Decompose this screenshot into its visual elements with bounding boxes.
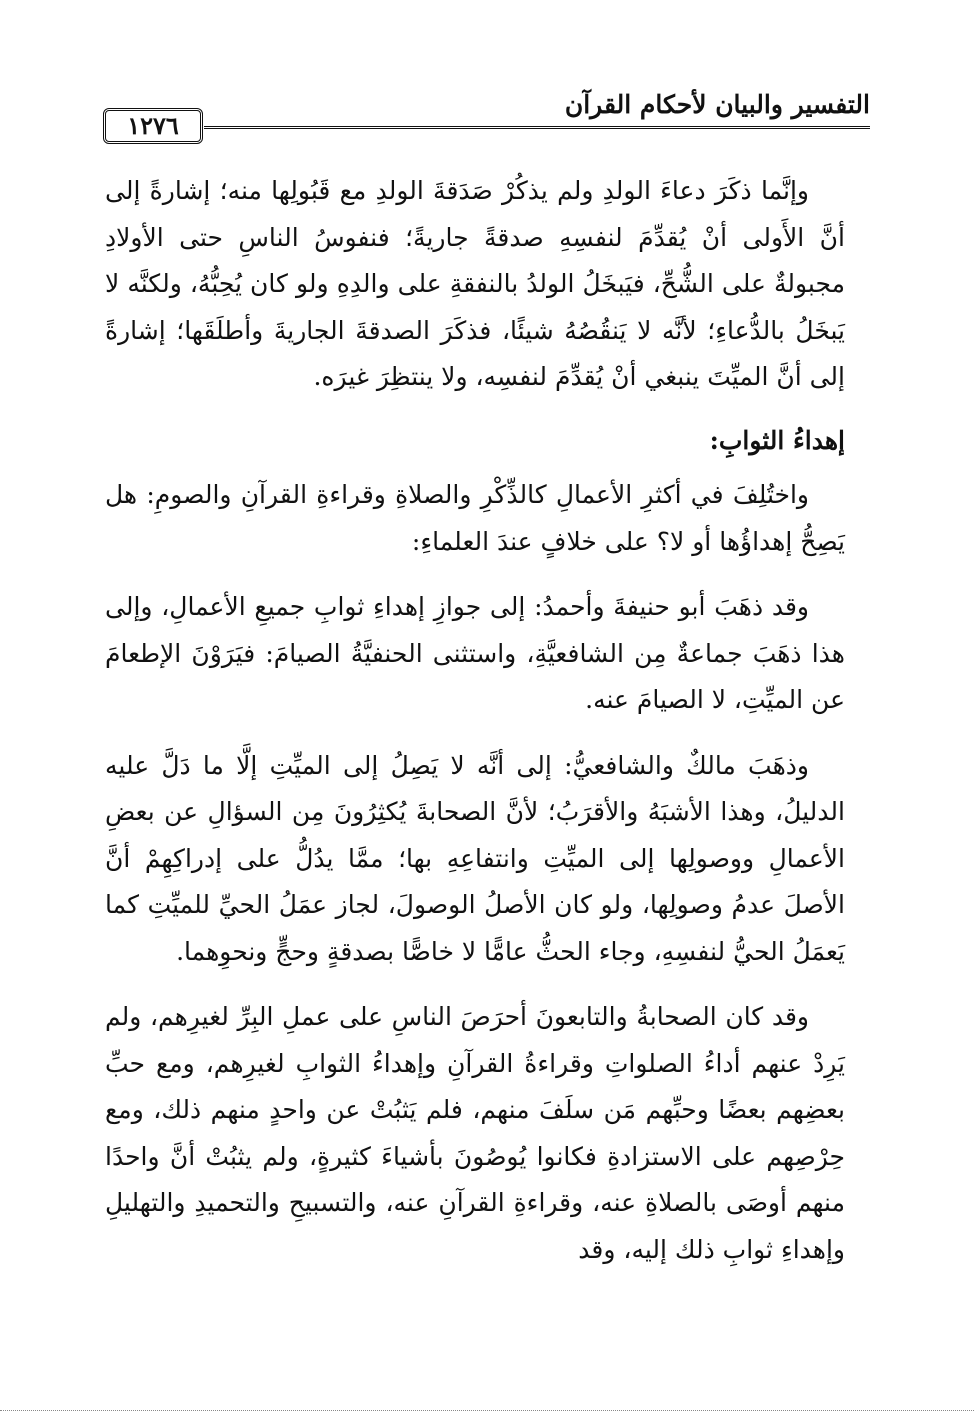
- page-number: ١٢٧٦: [103, 108, 203, 144]
- paragraph: وذهَبَ مالكٌ والشافعيُّ: إلى أنَّه لا يَصِلُ إلى الميِّتِ إلَّا ما دَلَّ عليه الدليلُ، وهذا الأشبَهُ والأقرَبُ؛ لأنَّ الصحابةَ يُكثِرُونَ مِن السؤالِ عن بعضِ الأعمالِ ووصولِها إلى الميِّتِ وانتفاعِهِ بها؛ ممَّا يدُلُّ على إدراكِهِمْ أنَّ الأصلَ عدمُ وصولِها، ولو كان الأصلُ الوصولَ، لجاز عمَلُ الحيِّ للميِّتِ كما يَعمَلُ الحيُّ لنفسِهِ، وجاء الحثُّ عامًّا لا خاصًّا بصدقةٍ وحجٍّ ونحوِهما.: [105, 750, 845, 966]
- book-title: التفسير والبيان لأحكام القرآن: [564, 90, 870, 119]
- page-body: [105, 168, 845, 1273]
- paragraph: وإنَّما ذكَرَ دعاءَ الولدِ ولم يذكُرْ صَدَقةَ الولدِ مع قَبُولِها منه؛ إشارةً إلى أنَّ الأَولى أنْ يُقدِّمَ لنفسِهِ صدقةً جاريةً؛ فنفوسُ الناسِ حتى الأولادِ مجبولةٌ على الشُّحِّ، فيَبخَلُ الولدُ بالنفقةِ على والدِهِ ولو كان يُحِبُّهُ، ولكنَّه لا يَبخَلُ بالدُّعاءِ؛ لأنَّه لا يَنقُصُهُ شيئًا، فذكَرَ الصدقةَ الجاريةَ وأطلَقَها؛ إشارةً إلى أنَّ الميِّتَ ينبغي أنْ يُقدِّمَ لنفسِه، ولا ينتظِرَ غيرَه.: [105, 176, 845, 391]
- footer-dotted-line: [0, 1410, 974, 1411]
- paragraph: واختُلِفَ في أكثرِ الأعمالِ كالذِّكْرِ والصلاةِ وقراءةِ القرآنِ والصومِ: هل يَصِحُّ إهداؤُها أو لا؟ على خلافٍ عندَ العلماءِ:: [105, 480, 845, 556]
- header-rule: [204, 126, 870, 129]
- paragraph: وقد ذهَبَ أبو حنيفةَ وأحمدُ: إلى جوازِ إهداءِ ثوابِ جميعِ الأعمالِ، وإلى هذا ذهَبَ جماعةٌ مِن الشافعيَّةِ، واستثنى الحنفيَّةُ الصيامَ: فيَرَوْنَ الإطعامَ عن الميِّتِ، لا الصيامَ عنه.: [105, 592, 845, 714]
- section-heading: إهداءُ الثوابِ:: [709, 425, 845, 455]
- paragraph: وقد كان الصحابةُ والتابعونَ أحرَصَ الناسِ على عملِ البِرِّ لغيرِهم، ولم يَرِدْ عنهم أداءُ الصلواتِ وقراءةُ القرآنِ وإهداءُ الثوابِ لغيرِهم، ومع حبِّ بعضِهم بعضًا وحبِّهم مَن سلَفَ منهم، فلم يَثبُتْ عن واحدٍ منهم ذلك، ومع حِرْصِهم على الاستزادةِ فكانوا يُوصُونَ بأشياءَ كثيرةٍ، ولم يثبُتْ أنَّ واحدًا منهم أوصَى بالصلاةِ عنه، وقراءةِ القرآنِ عنه، والتسبيحِ والتحميدِ والتهليلِ وإهداءِ ثوابِ ذلك إليه، وقد: [105, 1002, 845, 1264]
- page-header: [95, 78, 870, 150]
